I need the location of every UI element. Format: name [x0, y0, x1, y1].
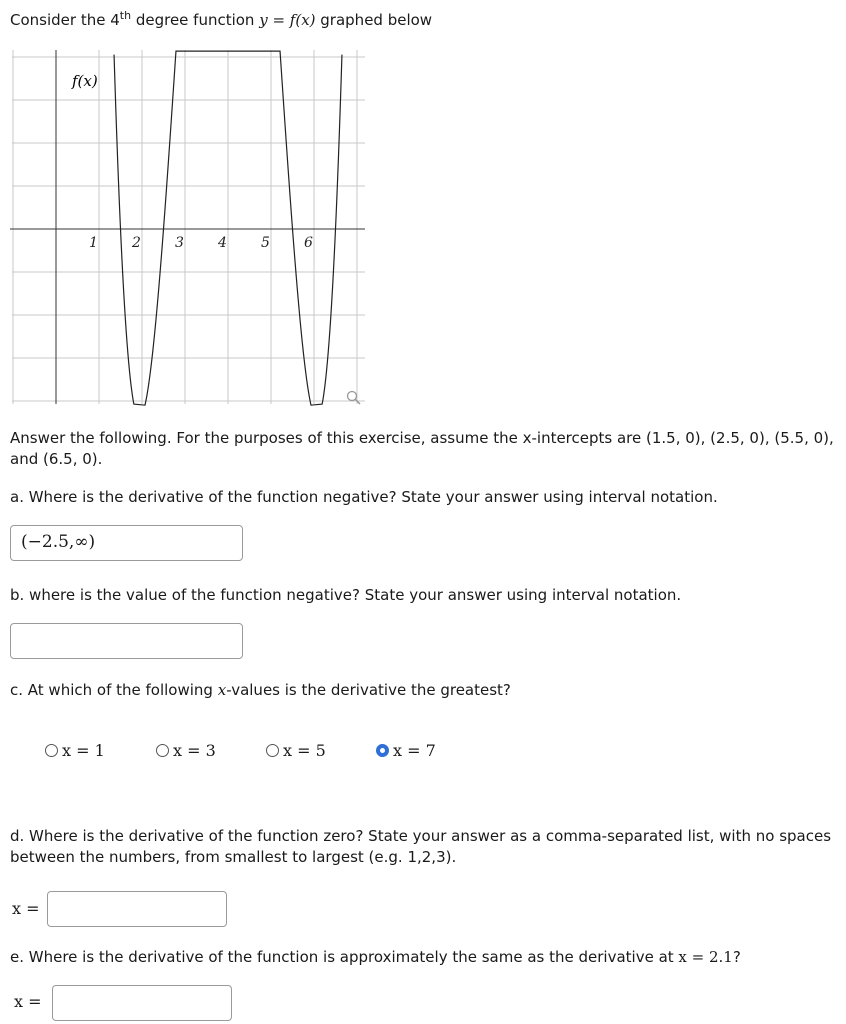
- intro-text: Consider the 4th degree function y = f(x) graphed below: [10, 9, 433, 29]
- answer-a-value: (−2.5,∞): [21, 532, 96, 552]
- x-tick-label: 3: [175, 235, 184, 251]
- option-x-1[interactable]: x = 1: [45, 741, 105, 760]
- magnifier-icon[interactable]: [348, 392, 361, 405]
- answer-b-field[interactable]: [10, 623, 243, 659]
- instructions-text: Answer the following. For the purposes of this exercise, assume the x-intercepts are (1.5, 0), (2.5, 0), (5.5, 0), and (6.5, 0).: [10, 429, 834, 468]
- option-x-7[interactable]: x = 7: [376, 741, 436, 760]
- x-tick-label: 5: [261, 235, 270, 251]
- answer-a-field[interactable]: [10, 525, 243, 561]
- radio-circle-3[interactable]: [156, 744, 169, 757]
- answer-d-label: x =: [12, 899, 40, 918]
- x-tick-label: 6: [304, 235, 313, 251]
- answer-e-label: x =: [14, 992, 42, 1011]
- x-tick-label: 1: [89, 235, 98, 251]
- radio-circle-5[interactable]: [266, 744, 279, 757]
- question-d-text: d. Where is the derivative of the function zero? State your answer as a comma-separated list, with no spaces between the numbers, from smallest to largest (e.g. 1,2,3).: [10, 827, 832, 866]
- radio-circle-1[interactable]: [45, 744, 58, 757]
- option-x-3[interactable]: x = 3: [156, 741, 216, 760]
- answer-e-field[interactable]: [52, 985, 232, 1021]
- x-tick-label: 4: [218, 235, 227, 251]
- function-graph: [10, 46, 370, 408]
- question-b-text: b. where is the value of the function negative? State your answer using interval notation.: [10, 586, 682, 604]
- grid-lines: [12, 50, 365, 404]
- x-tick-labels: [89, 235, 313, 251]
- question-c-text: c. At which of the following x-values is the derivative the greatest?: [10, 681, 511, 699]
- option-x-5[interactable]: x = 5: [266, 741, 326, 760]
- y-axis-label: f(x): [72, 72, 98, 90]
- x-tick-label: 2: [132, 235, 141, 251]
- question-e-text: e. Where is the derivative of the function is approximately the same as the derivative at x = 2.1?: [10, 948, 741, 966]
- question-a-text: a. Where is the derivative of the function negative? State your answer using interval notation.: [10, 488, 718, 506]
- radio-circle-7[interactable]: [376, 744, 389, 757]
- answer-d-field[interactable]: [47, 891, 227, 927]
